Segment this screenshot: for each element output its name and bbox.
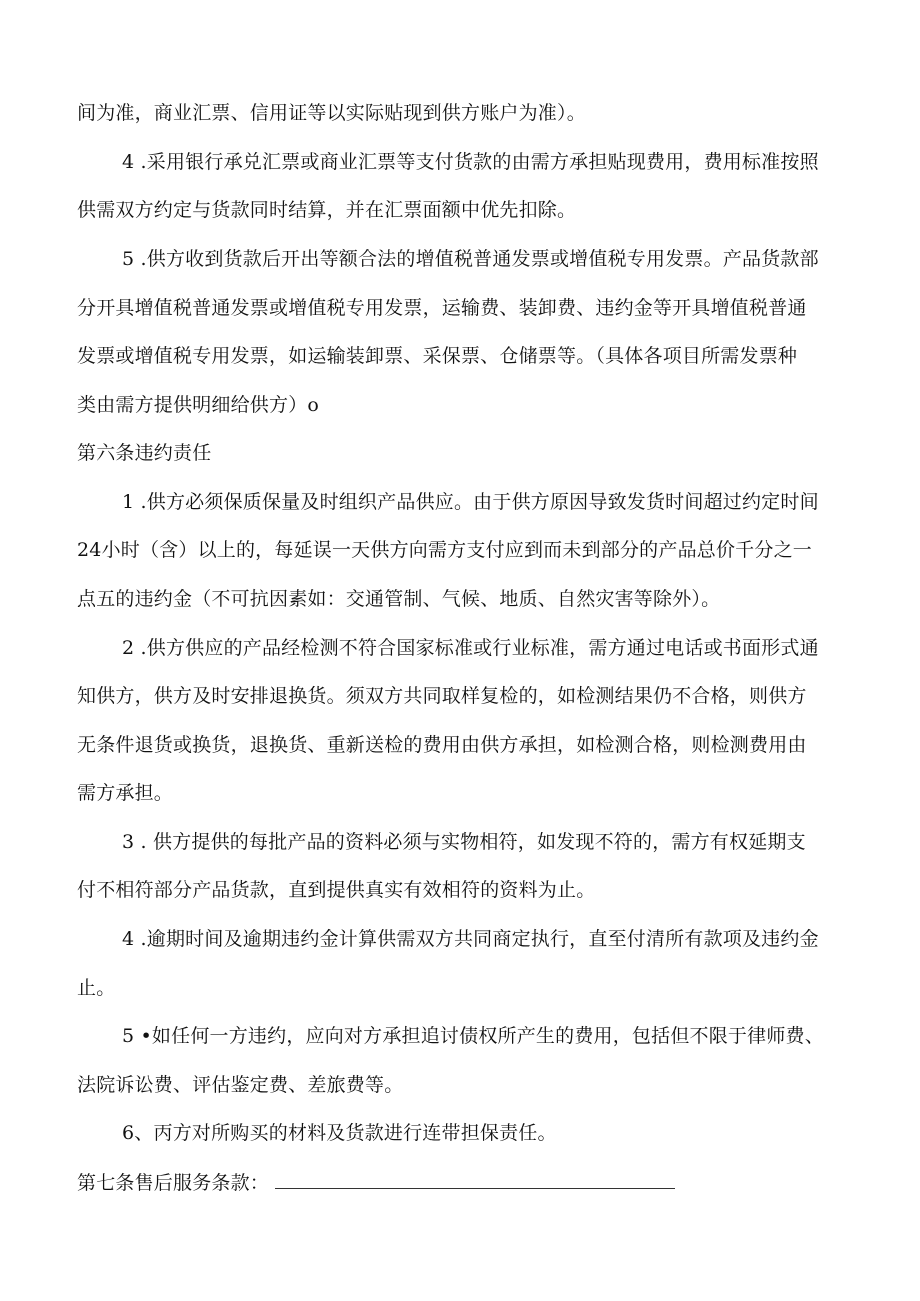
breach-1-line-2: 24小时（含）以上的，每延误一天供方向需方支付应到而未到部分的产品总价千分之一	[77, 539, 812, 561]
after-sales-blank-field	[275, 1170, 675, 1189]
section-six-heading: 第六条违约责任	[77, 442, 212, 464]
clause-5-line-2: 分开具增值税普通发票或增值税专用发票，运输费、装卸费、违约金等开具增值税普通	[77, 297, 807, 319]
breach-5-line-1: 5 •如任何一方违约，应向对方承担追讨债权所产生的费用，包括但不限于律师费、	[122, 1025, 824, 1047]
section-seven-heading	[77, 1170, 675, 1195]
breach-2-line-2: 知供方，供方及时安排退换货。须双方共同取样复检的，如检测结果仍不合格，则供方	[77, 685, 807, 707]
breach-2-line-1: 2 .供方供应的产品经检测不符合国家标准或行业标准，需方通过电话或书面形式通	[122, 637, 819, 659]
breach-2-line-4: 需方承担。	[77, 782, 174, 804]
breach-1-line-1: 1 .供方必须保质保量及时组织产品供应。由于供方原因导致发货时间超过约定时间	[122, 491, 819, 513]
clause-5-line-1: 5 .供方收到货款后开出等额合法的增值税普通发票或增值税专用发票。产品货款部	[122, 248, 819, 270]
clause-4-line-1: 4 .采用银行承兑汇票或商业汇票等支付货款的由需方承担贴现费用，费用标准按照	[122, 151, 819, 173]
clause-4-line-2: 供需双方约定与货款同时结算，并在汇票面额中优先扣除。	[77, 199, 577, 221]
breach-3-line-2: 付不相符部分产品货款，直到提供真实有效相符的资料为止。	[77, 879, 596, 901]
breach-3-line-1: 3 . 供方提供的每批产品的资料必须与实物相符，如发现不符的，需方有权延期支	[122, 831, 806, 853]
breach-6-line: 6、丙方对所购买的材料及货款进行连带担保责任。	[122, 1122, 557, 1144]
breach-4-line-1: 4 .逾期时间及逾期违约金计算供需双方共同商定执行，直至付清所有款项及违约金	[122, 928, 819, 950]
clause-5-line-4: 类由需方提供明细给供方）o	[77, 394, 320, 416]
paragraph-line: 间为准，商业汇票、信用证等以实际贴现到供方账户为准）。	[77, 102, 586, 124]
breach-2-line-3: 无条件退货或换货，退换货、重新送检的费用由供方承担，如检测合格，则检测费用由	[77, 734, 807, 756]
breach-1-line-3: 点五的违约金（不可抗因素如：交通管制、气候、地质、自然灾害等除外）。	[77, 588, 721, 610]
section-seven-label: 第七条售后服务条款：	[77, 1172, 270, 1194]
breach-4-line-2: 止。	[77, 977, 116, 999]
clause-5-line-3: 发票或增值税专用发票，如运输装卸票、采保票、仓储票等。（具体各项目所需发票种	[77, 345, 798, 367]
breach-5-line-2: 法院诉讼费、评估鉴定费、差旅费等。	[77, 1074, 404, 1096]
